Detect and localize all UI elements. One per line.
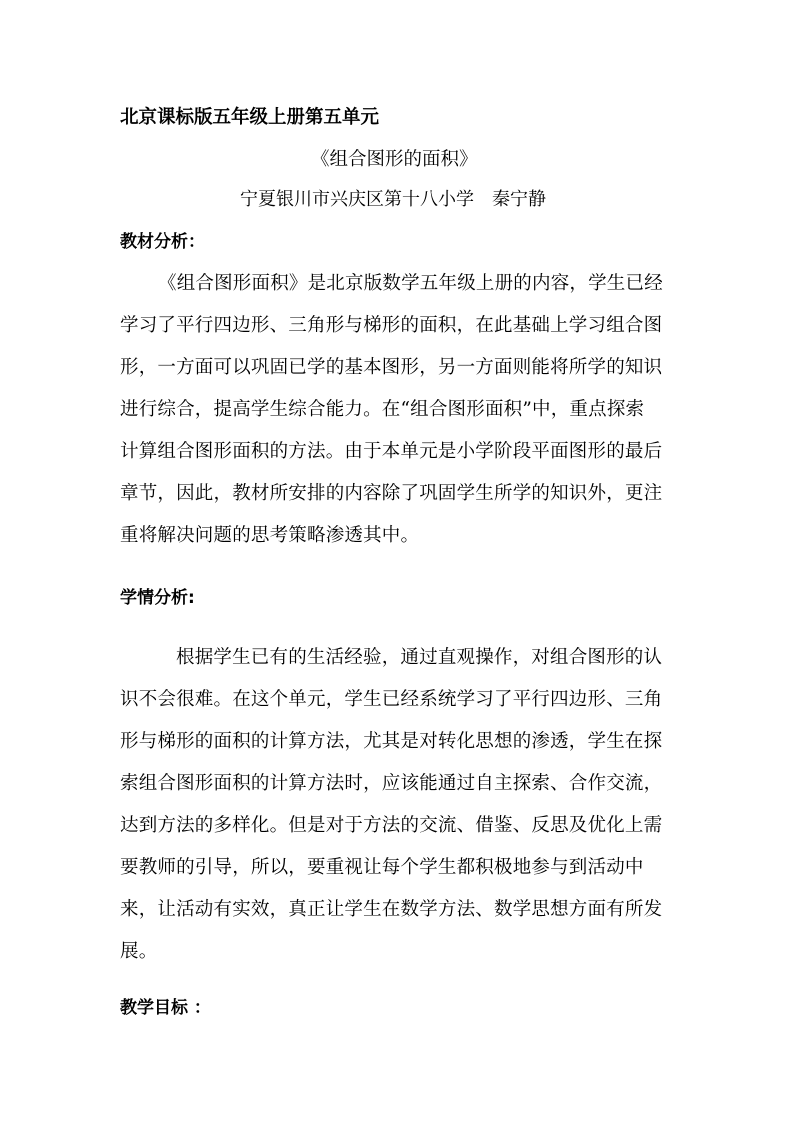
paragraph-line: 《组合图形面积》是北京版数学五年级上册的内容，学生已经 xyxy=(158,273,663,294)
paragraph-line: 章节，因此，教材所安排的内容除了巩固学生所学的知识外，更注 xyxy=(120,483,663,504)
paragraph-line: 达到方法的多样化。但是对于方法的交流、借鉴、反思及优化上需 xyxy=(120,815,663,836)
section-heading-teaching-goals: 教学目标 ： xyxy=(120,998,211,1018)
paragraph-line: 展。 xyxy=(120,941,158,962)
paragraph-line: 进行综合，提高学生综合能力。在“组合图形面积”中，重点探索 xyxy=(120,399,645,420)
paragraph-line: 要教师的引导，所以，要重视让每个学生都积极地参与到活动中 xyxy=(120,857,644,878)
section-heading-material-analysis: 教材分析： xyxy=(120,232,205,252)
paragraph-line: 根据学生已有的生活经验，通过直观操作，对组合图形的认 xyxy=(176,647,663,668)
section-heading-student-analysis: 学情分析: xyxy=(120,588,195,608)
document-title: 《组合图形的面积》 xyxy=(311,149,478,170)
paragraph-line: 识不会很难。在这个单元，学生已经系统学习了平行四边形、三角 xyxy=(120,689,663,710)
paragraph-line: 来，让活动有实效，真正让学生在数学方法、数学思想方面有所发 xyxy=(120,899,663,920)
unit-heading: 北京课标版五年级上册第五单元 xyxy=(120,107,380,128)
author-line: 宁夏银川市兴庆区第十八小学 秦宁静 xyxy=(240,189,546,210)
paragraph-line: 重将解决问题的思考策略渗透其中。 xyxy=(120,525,420,546)
paragraph-line: 索组合图形面积的计算方法时，应该能通过自主探索、合作交流， xyxy=(120,773,663,794)
paragraph-line: 计算组合图形面积的方法。由于本单元是小学阶段平面图形的最后 xyxy=(120,441,663,462)
paragraph-line: 学习了平行四边形、三角形与梯形的面积，在此基础上学习组合图 xyxy=(120,315,663,336)
paragraph-line: 形，一方面可以巩固已学的基本图形，另一方面则能将所学的知识 xyxy=(120,357,663,378)
paragraph-line: 形与梯形的面积的计算方法，尤其是对转化思想的渗透，学生在探 xyxy=(120,731,663,752)
